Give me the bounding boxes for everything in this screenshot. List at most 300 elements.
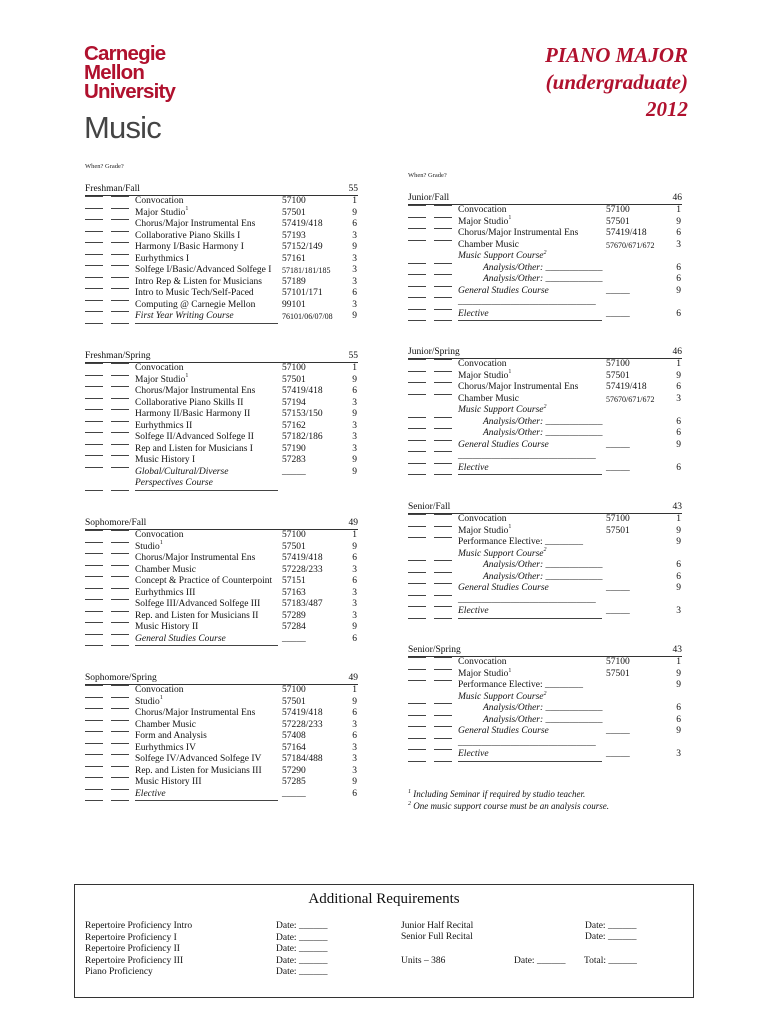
- grade-blank[interactable]: [434, 263, 452, 264]
- junior-half-recital-date[interactable]: Date: ______: [585, 921, 637, 931]
- course-name-text: Performance Elective: ________: [458, 680, 584, 690]
- grade-blank[interactable]: [434, 228, 452, 229]
- course-units: 1: [352, 685, 357, 695]
- section-header: [85, 518, 358, 530]
- when-blank[interactable]: [85, 720, 103, 721]
- when-blank[interactable]: [85, 576, 103, 577]
- when-blank[interactable]: [85, 645, 103, 646]
- when-blank[interactable]: [408, 286, 426, 287]
- blank-entry-row[interactable]: [408, 320, 682, 332]
- course-number: 57670/671/672: [606, 394, 655, 404]
- course-row: [85, 754, 358, 766]
- course-row: [408, 382, 682, 394]
- grade-blank[interactable]: [434, 657, 452, 658]
- blank-entry-row[interactable]: [408, 761, 682, 773]
- when-blank[interactable]: [408, 761, 426, 762]
- when-blank[interactable]: [408, 217, 426, 218]
- when-blank[interactable]: [408, 417, 426, 418]
- when-blank[interactable]: [85, 421, 103, 422]
- when-blank[interactable]: [408, 359, 426, 360]
- when-blank[interactable]: [408, 514, 426, 515]
- when-blank[interactable]: [85, 565, 103, 566]
- when-blank[interactable]: [408, 371, 426, 372]
- course-name: [135, 311, 234, 323]
- when-blank[interactable]: [85, 634, 103, 635]
- course-name-text: Analysis/Other: ____________: [483, 714, 603, 725]
- grade-blank[interactable]: [111, 542, 129, 543]
- date-field[interactable]: Date: ______: [276, 967, 328, 977]
- blank-entry-row[interactable]: [408, 474, 682, 486]
- grade-blank[interactable]: [111, 599, 129, 600]
- grade-blank[interactable]: [111, 231, 129, 232]
- when-blank[interactable]: [85, 231, 103, 232]
- grade-blank[interactable]: [111, 553, 129, 554]
- when-blank[interactable]: [85, 697, 103, 698]
- when-blank[interactable]: [85, 542, 103, 543]
- when-blank[interactable]: [85, 708, 103, 709]
- grade-blank[interactable]: [434, 417, 452, 418]
- course-name-text: Music History II: [135, 622, 199, 632]
- grade-blank[interactable]: [111, 611, 129, 612]
- course-number: 57501: [606, 216, 630, 227]
- when-blank[interactable]: [408, 320, 426, 321]
- left-requirement-dates: [276, 921, 327, 979]
- grade-blank[interactable]: [111, 254, 129, 255]
- grade-blank[interactable]: [111, 697, 129, 698]
- grade-blank[interactable]: [111, 800, 129, 801]
- grade-blank[interactable]: [111, 363, 129, 364]
- date-field[interactable]: Date: ______: [276, 955, 328, 966]
- course-name: [483, 263, 603, 275]
- course-units: 3: [352, 754, 357, 764]
- grade-blank[interactable]: [434, 606, 452, 607]
- date-field[interactable]: Date: ______: [276, 932, 328, 943]
- course-name-text: Intro Rep & Listen for Musicians: [135, 276, 262, 287]
- course-row: [408, 428, 682, 440]
- section-name: Freshman/Spring: [85, 351, 151, 361]
- grade-blank[interactable]: [111, 622, 129, 623]
- course-name: [458, 738, 596, 750]
- section-sophomore-fall: [85, 518, 358, 657]
- grade-blank[interactable]: [111, 455, 129, 456]
- grade-blank[interactable]: [111, 375, 129, 376]
- grade-blank[interactable]: [111, 288, 129, 289]
- course-name: [458, 463, 489, 475]
- course-name-text: Concept & Practice of Counterpoint: [135, 576, 273, 586]
- when-blank[interactable]: [408, 474, 426, 475]
- grade-blank[interactable]: [434, 309, 452, 310]
- course-name-text: Chamber Music: [458, 239, 519, 250]
- grade-blank[interactable]: [111, 588, 129, 589]
- course-row: [85, 254, 358, 266]
- when-blank[interactable]: [408, 263, 426, 264]
- course-name: [458, 309, 489, 321]
- course-name: [135, 599, 260, 611]
- when-blank[interactable]: [85, 398, 103, 399]
- when-blank[interactable]: [85, 754, 103, 755]
- grade-blank[interactable]: [111, 300, 129, 301]
- course-units: 3: [352, 397, 357, 408]
- grade-blank[interactable]: [111, 576, 129, 577]
- grade-blank[interactable]: [434, 572, 452, 573]
- grade-blank[interactable]: [111, 432, 129, 433]
- section-total-units: 43: [672, 502, 682, 512]
- when-blank[interactable]: [408, 726, 426, 727]
- course-row: [85, 611, 358, 623]
- course-units: 3: [676, 239, 681, 250]
- course-units: 6: [676, 714, 681, 725]
- course-number: 57501: [282, 541, 306, 552]
- when-blank[interactable]: [85, 311, 103, 312]
- grade-blank[interactable]: [111, 754, 129, 755]
- course-name-text: Convocation: [458, 657, 507, 667]
- course-units: 3: [352, 742, 357, 753]
- course-units: 6: [676, 308, 681, 319]
- course-number: _____: [606, 308, 630, 319]
- grade-blank[interactable]: [434, 240, 452, 241]
- blank-entry-row[interactable]: [85, 490, 358, 502]
- grade-blank[interactable]: [111, 421, 129, 422]
- when-blank[interactable]: [85, 432, 103, 433]
- course-name: [458, 286, 549, 298]
- grade-blank[interactable]: [111, 530, 129, 531]
- course-name-text: _____________________________: [458, 594, 596, 605]
- when-blank[interactable]: [85, 766, 103, 767]
- course-name: [135, 720, 196, 732]
- course-blank[interactable]: [458, 320, 602, 321]
- course-number: 57228/233: [282, 564, 323, 575]
- course-name-text: Performance Elective: ________: [458, 537, 584, 547]
- course-name: [135, 288, 254, 300]
- when-blank[interactable]: [85, 363, 103, 364]
- grade-blank[interactable]: [434, 669, 452, 670]
- course-name-text: Elective: [458, 606, 489, 616]
- grade-blank[interactable]: [111, 634, 129, 635]
- course-row: [85, 588, 358, 600]
- footnote-marker: 1: [508, 667, 512, 674]
- when-blank[interactable]: [408, 657, 426, 658]
- when-blank[interactable]: [85, 588, 103, 589]
- course-name-text: Convocation: [135, 530, 184, 540]
- grade-blank[interactable]: [434, 595, 452, 596]
- grade-blank[interactable]: [434, 428, 452, 429]
- course-row: [408, 297, 682, 309]
- units-date-field[interactable]: Date: ______: [514, 956, 566, 966]
- course-row: [85, 478, 358, 490]
- grade-blank[interactable]: [434, 359, 452, 360]
- grade-blank[interactable]: [111, 398, 129, 399]
- grade-blank[interactable]: [434, 703, 452, 704]
- when-blank[interactable]: [408, 228, 426, 229]
- course-row: [85, 265, 358, 277]
- course-number: 57670/671/672: [606, 240, 655, 250]
- course-row: [85, 685, 358, 697]
- grade-blank[interactable]: [111, 311, 129, 312]
- course-row: [408, 549, 682, 561]
- when-blank[interactable]: [408, 560, 426, 561]
- course-units: 6: [676, 416, 681, 427]
- course-row: [85, 576, 358, 588]
- grade-blank[interactable]: [111, 467, 129, 468]
- grade-blank[interactable]: [111, 265, 129, 266]
- course-units: 3: [352, 265, 357, 275]
- section-name: Senior/Fall: [408, 502, 451, 512]
- when-blank[interactable]: [85, 530, 103, 531]
- when-blank[interactable]: [408, 297, 426, 298]
- grade-blank[interactable]: [111, 242, 129, 243]
- course-blank[interactable]: [135, 800, 278, 801]
- course-units: 9: [676, 370, 681, 381]
- grade-blank[interactable]: [111, 208, 129, 209]
- when-blank[interactable]: [85, 300, 103, 301]
- when-blank[interactable]: [85, 685, 103, 686]
- course-units: 9: [352, 242, 357, 252]
- grade-blank[interactable]: [434, 217, 452, 218]
- grade-blank[interactable]: [111, 720, 129, 721]
- course-name-text: Music Support Course: [458, 691, 544, 702]
- course-blank[interactable]: [458, 618, 602, 619]
- grade-blank[interactable]: [111, 685, 129, 686]
- when-blank[interactable]: [85, 242, 103, 243]
- course-units: 6: [352, 731, 357, 741]
- course-name: [458, 359, 507, 371]
- grade-blank[interactable]: [111, 277, 129, 278]
- date-field[interactable]: Date: ______: [276, 944, 328, 954]
- when-blank[interactable]: [85, 219, 103, 220]
- when-blank[interactable]: [85, 743, 103, 744]
- course-name-text: _____________________________: [458, 737, 596, 748]
- course-name-text: Major Studio: [458, 370, 509, 381]
- when-blank[interactable]: [408, 572, 426, 573]
- when-blank[interactable]: [85, 288, 103, 289]
- when-blank[interactable]: [408, 606, 426, 607]
- section-header: [408, 645, 682, 657]
- grade-blank[interactable]: [111, 219, 129, 220]
- section-total-units: 49: [348, 673, 358, 683]
- course-name-text: Convocation: [135, 363, 184, 373]
- course-name-text: Chamber Music: [135, 719, 196, 730]
- course-name: [483, 274, 603, 286]
- course-name: [458, 371, 511, 383]
- when-blank[interactable]: [408, 205, 426, 206]
- when-blank[interactable]: [408, 537, 426, 538]
- when-blank[interactable]: [408, 715, 426, 716]
- when-blank[interactable]: [85, 553, 103, 554]
- grade-blank[interactable]: [434, 761, 452, 762]
- when-blank[interactable]: [85, 789, 103, 790]
- when-blank[interactable]: [85, 490, 103, 491]
- course-units: 1: [676, 514, 681, 524]
- course-row: [408, 451, 682, 463]
- grade-blank[interactable]: [111, 565, 129, 566]
- when-blank[interactable]: [85, 455, 103, 456]
- when-blank[interactable]: [85, 254, 103, 255]
- when-blank[interactable]: [85, 444, 103, 445]
- section-name: Junior/Spring: [408, 347, 460, 357]
- req-label: Repertoire Proficiency II: [85, 944, 180, 954]
- when-blank[interactable]: [408, 428, 426, 429]
- grade-blank[interactable]: [434, 297, 452, 298]
- course-row: [408, 417, 682, 429]
- course-name-text: General Studies Course: [458, 583, 549, 593]
- course-number: 57419/418: [282, 708, 323, 718]
- course-units: 1: [352, 196, 357, 206]
- course-name: [135, 576, 272, 588]
- course-units: 3: [352, 587, 357, 598]
- grade-blank[interactable]: [434, 463, 452, 464]
- grade-blank[interactable]: [111, 645, 129, 646]
- grade-blank[interactable]: [434, 286, 452, 287]
- when-blank[interactable]: [408, 595, 426, 596]
- grade-blank[interactable]: [434, 618, 452, 619]
- course-name-text: Harmony II/Basic Harmony II: [135, 409, 251, 419]
- course-name: [483, 572, 603, 584]
- grade-blank[interactable]: [111, 323, 129, 324]
- grade-blank[interactable]: [111, 777, 129, 778]
- when-blank[interactable]: [85, 265, 103, 266]
- course-blank[interactable]: [458, 761, 602, 762]
- course-number: 57419/418: [606, 382, 647, 392]
- grade-blank[interactable]: [111, 789, 129, 790]
- when-blank[interactable]: [408, 680, 426, 681]
- course-units: 3: [676, 606, 681, 616]
- when-blank[interactable]: [408, 394, 426, 395]
- course-units: 9: [352, 311, 357, 321]
- grade-blank[interactable]: [111, 386, 129, 387]
- grade-blank[interactable]: [434, 514, 452, 515]
- grade-blank[interactable]: [111, 708, 129, 709]
- when-blank[interactable]: [408, 618, 426, 619]
- course-name-text: Convocation: [458, 359, 507, 369]
- units-total-field[interactable]: Total: ______: [584, 956, 637, 966]
- course-name-text: Eurhythmics I: [135, 253, 190, 264]
- when-blank[interactable]: [408, 749, 426, 750]
- when-blank[interactable]: [408, 738, 426, 739]
- when-blank[interactable]: [85, 277, 103, 278]
- when-blank[interactable]: [85, 323, 103, 324]
- when-blank[interactable]: [408, 382, 426, 383]
- when-blank[interactable]: [408, 240, 426, 241]
- grade-blank[interactable]: [434, 474, 452, 475]
- grade-blank[interactable]: [111, 490, 129, 491]
- logo-line-3: University: [84, 80, 176, 103]
- course-blank[interactable]: [135, 490, 278, 491]
- grade-blank[interactable]: [434, 726, 452, 727]
- course-units: 9: [676, 726, 681, 736]
- grade-blank[interactable]: [434, 205, 452, 206]
- blank-entry-row[interactable]: [408, 618, 682, 630]
- grade-blank[interactable]: [434, 451, 452, 452]
- grade-blank[interactable]: [434, 680, 452, 681]
- grade-blank[interactable]: [434, 715, 452, 716]
- when-blank[interactable]: [85, 196, 103, 197]
- course-name: [135, 789, 166, 801]
- grade-blank[interactable]: [434, 526, 452, 527]
- grade-blank[interactable]: [111, 196, 129, 197]
- when-blank[interactable]: [85, 386, 103, 387]
- when-blank[interactable]: [85, 622, 103, 623]
- grade-blank[interactable]: [434, 394, 452, 395]
- grade-blank[interactable]: [111, 731, 129, 732]
- course-name-text: Collaborative Piano Skills I: [135, 230, 241, 241]
- course-units: 1: [676, 359, 681, 369]
- grade-blank[interactable]: [111, 444, 129, 445]
- when-blank[interactable]: [85, 611, 103, 612]
- when-blank[interactable]: [408, 451, 426, 452]
- course-name-text: Music Support Course: [458, 251, 544, 261]
- course-blank[interactable]: [135, 645, 278, 646]
- course-row: [85, 634, 358, 646]
- grade-blank[interactable]: [111, 766, 129, 767]
- grade-blank[interactable]: [434, 583, 452, 584]
- grade-blank[interactable]: [111, 743, 129, 744]
- course-blank[interactable]: [135, 323, 278, 324]
- course-row: [85, 196, 358, 208]
- when-blank[interactable]: [408, 463, 426, 464]
- when-blank[interactable]: [408, 309, 426, 310]
- req-label: Piano Proficiency: [85, 967, 153, 977]
- grade-blank[interactable]: [434, 537, 452, 538]
- course-name: [458, 297, 596, 309]
- when-blank[interactable]: [85, 731, 103, 732]
- when-blank[interactable]: [85, 208, 103, 209]
- when-blank[interactable]: [85, 599, 103, 600]
- when-grade-label-right: When? Grade?: [408, 172, 447, 179]
- grade-blank[interactable]: [111, 409, 129, 410]
- course-name: [458, 549, 547, 561]
- grade-blank[interactable]: [434, 320, 452, 321]
- grade-blank[interactable]: [434, 749, 452, 750]
- when-blank[interactable]: [85, 800, 103, 801]
- course-name: [135, 375, 188, 387]
- when-blank[interactable]: [408, 274, 426, 275]
- when-blank[interactable]: [408, 703, 426, 704]
- when-blank[interactable]: [408, 583, 426, 584]
- date-field[interactable]: Date: ______: [276, 921, 328, 931]
- when-blank[interactable]: [408, 669, 426, 670]
- grade-blank[interactable]: [434, 382, 452, 383]
- course-number: 57101/171: [282, 288, 323, 298]
- course-name: [135, 208, 188, 220]
- course-name: [458, 726, 549, 738]
- grade-blank[interactable]: [434, 371, 452, 372]
- course-row: [408, 583, 682, 595]
- when-blank[interactable]: [85, 409, 103, 410]
- course-units: 3: [676, 393, 681, 404]
- course-units: 1: [676, 657, 681, 667]
- course-name-text: Analysis/Other: ____________: [483, 703, 603, 713]
- footnote-marker: 1: [508, 369, 512, 376]
- course-blank[interactable]: [458, 474, 602, 475]
- blank-entry-row[interactable]: [85, 800, 358, 812]
- when-blank[interactable]: [85, 375, 103, 376]
- blank-entry-row[interactable]: [85, 645, 358, 657]
- blank-entry-row[interactable]: [85, 323, 358, 335]
- grade-blank[interactable]: [434, 440, 452, 441]
- when-blank[interactable]: [408, 526, 426, 527]
- when-blank[interactable]: [85, 777, 103, 778]
- grade-blank[interactable]: [434, 274, 452, 275]
- grade-blank[interactable]: [434, 738, 452, 739]
- when-blank[interactable]: [85, 467, 103, 468]
- course-row: [408, 726, 682, 738]
- course-name: [135, 421, 192, 433]
- grade-blank[interactable]: [434, 560, 452, 561]
- senior-full-recital-date[interactable]: Date: ______: [585, 932, 637, 942]
- course-row: [85, 697, 358, 709]
- when-blank[interactable]: [408, 440, 426, 441]
- course-units: 3: [352, 230, 357, 241]
